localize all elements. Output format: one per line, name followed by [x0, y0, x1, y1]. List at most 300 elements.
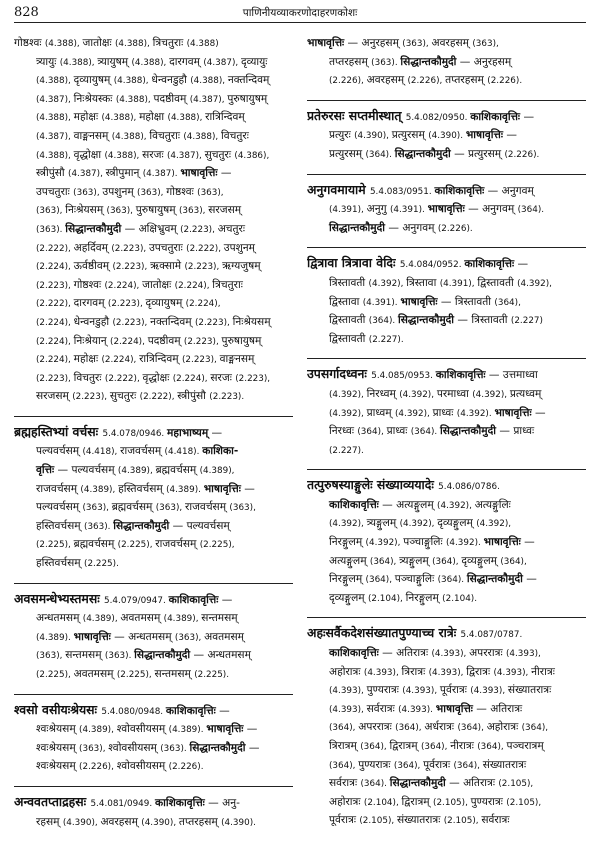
example-text: विचतुराः [149, 129, 184, 142]
reference-number: (2.105), [506, 797, 542, 808]
sutra-heading: प्रतेरुरसः सप्तमीस्थात् [307, 107, 406, 123]
entry-line [14, 35, 293, 54]
example-text: राजवर्चसम् [120, 445, 165, 458]
reference-number: (364), [395, 723, 425, 734]
entry-line [307, 590, 586, 609]
entry-line [14, 91, 293, 110]
sutra-heading: अन्ववतप्ताद्रहसः [14, 793, 91, 809]
reference-number: (2.223), [36, 280, 74, 291]
example-text: — [243, 723, 258, 736]
example-text: राजवर्चसम् [155, 538, 200, 551]
reference-number: (364), [369, 556, 400, 567]
example-text: — अत्यङ्गुलम् [378, 498, 438, 511]
reference-number: (363), [36, 651, 66, 662]
reference-number: (364), [329, 760, 359, 771]
reference-number: (2.223), [112, 317, 151, 328]
dictionary-entry [307, 100, 586, 165]
reference-number: (4.392), [472, 389, 510, 400]
reference-number: (4.392), [329, 389, 367, 400]
right-column [307, 35, 586, 841]
entry-line [307, 146, 586, 165]
example-text: उपशुनम् [223, 241, 256, 254]
example-text: — [208, 426, 223, 439]
example-text: निरङ्गुलम् [329, 536, 366, 549]
reference-number: (4.393), [329, 686, 367, 697]
dictionary-entry [14, 786, 293, 832]
reference-number: 5.4.079/0947. [104, 595, 169, 606]
source-label: भाषावृत्तिः [494, 406, 532, 419]
example-text: — अनु- [204, 796, 240, 809]
example-text: त्र्यङ्गुलम् [366, 517, 400, 530]
example-text: ब्रह्मवर्चसम् [111, 501, 156, 514]
reference-number: (4.387), [36, 94, 74, 105]
example-text: पञ्चरात्रम् [506, 740, 544, 752]
reference-number: (4.387), [36, 131, 74, 142]
reference-number: (2.223), [235, 373, 271, 384]
reference-number: 5.4.078/0946. [102, 428, 168, 439]
example-text: त्रिस्तावती [329, 276, 369, 289]
example-text: पञ्चाङ्गुलिः [403, 536, 446, 549]
example-text: रात्रिन्दिवम् [205, 111, 245, 124]
example-text: सरजसम् [208, 204, 242, 217]
example-text: संख्यातरात्रः [482, 758, 527, 771]
reference-number: (2.223), [72, 392, 110, 403]
entry-line [14, 590, 293, 611]
entry-line [307, 497, 586, 516]
reference-number: (4.390). [221, 817, 256, 828]
reference-number: (2.227). [368, 334, 404, 345]
reference-number: (2.104), [363, 797, 402, 808]
entry-line [307, 331, 586, 350]
reference-number: (2.223), [112, 262, 151, 273]
example-text: दृव्यायुषम् [73, 74, 114, 87]
example-text: पुरुषायुषम् [221, 334, 262, 347]
source-label: भाषावृत्तिः [483, 536, 521, 549]
reference-number: (4.390), [62, 817, 101, 828]
example-text: ऋक्सामे [150, 260, 185, 273]
entry-line [14, 555, 293, 574]
example-text: अनुगु [366, 203, 390, 216]
reference-number: (4.393), [505, 649, 541, 660]
reference-number: (4.418). [164, 447, 203, 458]
entry-line [307, 442, 586, 461]
reference-number: (364). [410, 427, 440, 438]
reference-number: (2.225), [199, 540, 235, 551]
reference-number: (4.392), [365, 538, 404, 549]
entry-line [307, 35, 586, 54]
dictionary-entry [14, 694, 293, 777]
reference-number: (364). [360, 779, 390, 790]
reference-number: (4.393), [428, 667, 467, 678]
reference-number: (363). [84, 521, 114, 532]
entry-line [14, 370, 293, 389]
example-text: सरजः [210, 371, 236, 384]
example-text: तप्तरहसम् [178, 815, 222, 828]
entry-line [14, 481, 293, 500]
example-text: संख्यातरात्रः [507, 684, 552, 697]
example-text: निरध्वः [329, 425, 358, 438]
entry-line [14, 221, 293, 240]
example-text: द्विस्तावती [329, 314, 369, 327]
example-text: — अतिरात्रः [472, 702, 523, 715]
source-label: सिद्धान्तकौमुदी [398, 314, 455, 327]
example-text: — पल्यवर्चसम् [169, 519, 230, 532]
reference-number: (363), [73, 187, 103, 198]
example-text: निरङ्गुलम् [329, 573, 366, 586]
reference-number: (2.224), [36, 317, 74, 328]
source-label: काशिकावृत्तिः [154, 796, 205, 809]
example-text: पुण्यरात्रः [470, 795, 507, 808]
reference-number: (2.226). [504, 149, 540, 160]
entry-line [307, 275, 586, 294]
source-label: भाषावृत्तिः [180, 167, 218, 180]
reference-number: (364). [368, 316, 399, 327]
source-label: काशिकावृत्तिः [464, 258, 515, 271]
example-text: श्वोवसीयसम् [116, 760, 169, 773]
example-text: दारगवम् [73, 297, 108, 310]
reference-number: (4.389). [166, 484, 204, 495]
reference-number: (2.224), [36, 355, 74, 366]
example-text: वाङ्मनसम् [219, 353, 255, 366]
example-text: ब्रह्मवर्चसम् [73, 538, 118, 551]
reference-number: (2.223), [107, 299, 146, 310]
example-text: — अतिरात्रः [445, 777, 499, 790]
example-text: — अन्धतमसम् [110, 630, 175, 643]
example-text: नक्तन्दिवम् [227, 74, 270, 87]
example-text: द्विरात्रः [466, 665, 494, 678]
reference-number: (2.225), [117, 540, 156, 551]
example-text: — अनुगवम् [385, 221, 438, 234]
entry-line [14, 423, 293, 444]
example-text: सर्वरात्रः [481, 814, 510, 827]
reference-number: (364). [365, 149, 395, 160]
reference-number: (2.104), [367, 593, 406, 604]
reference-number: 5.4.083/0951. [369, 186, 435, 197]
reference-number: (363). [371, 57, 401, 68]
entry-line [14, 701, 293, 722]
source-label: सिद्धान्तकौमुदी [65, 222, 122, 235]
example-text: अवरहसम् [366, 74, 408, 87]
source-label: महाभाष्यम् [167, 426, 209, 439]
example-text: — त्रिस्तावती [454, 314, 511, 327]
example-text: — उत्तमाध्वा [485, 369, 538, 382]
entry-line [307, 534, 586, 553]
dictionary-entry [307, 469, 586, 608]
reference-number: (2.226). [437, 223, 473, 234]
example-text: निरङ्गुलम् [405, 591, 443, 604]
example-text: पुण्यरात्रः [366, 684, 403, 697]
entry-line [307, 571, 586, 590]
entry-line [307, 423, 586, 442]
reference-number: (2.225), [36, 670, 74, 680]
example-text: हस्तिवर्चसम् [36, 519, 85, 532]
reference-number: (2.105), [443, 816, 482, 827]
entry-line [14, 610, 293, 629]
entry-line [14, 165, 293, 184]
example-text: पल्यवर्चसम् [36, 445, 83, 458]
reference-number: (2.104). [442, 593, 478, 604]
example-text: प्रत्युरसम् [329, 147, 366, 160]
example-text: प्रत्युरः [329, 129, 355, 142]
example-text: सर्वरात्रः [366, 702, 399, 715]
entry-line [14, 740, 293, 759]
entry-line [14, 295, 293, 314]
reference-number: (364), [457, 723, 487, 734]
example-text: राजवर्चसम् [36, 482, 81, 495]
reference-number: (4.388), [115, 39, 153, 49]
example-text: पुरुषायुषम् [227, 92, 268, 105]
reference-number: (4.393), [470, 686, 508, 697]
example-text: श्वोवसीयसम् [116, 723, 169, 736]
example-text: अवरहसम् [431, 37, 473, 49]
reference-number: (4.388), [36, 113, 74, 124]
entry-line [307, 624, 586, 645]
reference-number: (2.225), [36, 540, 74, 551]
sutra-heading: श्वसो वसीयःश्रेयसः [14, 701, 102, 717]
example-text: प्राध्वम् [366, 406, 395, 419]
reference-number: (364). [437, 575, 467, 586]
reference-number: (363), [229, 503, 256, 514]
reference-number: (4.388), [111, 131, 150, 142]
source-label: काशिकावृत्तिः [329, 647, 379, 660]
example-text: वाङ्मनसम् [73, 129, 112, 142]
example-text: — [240, 482, 255, 495]
entry-line [14, 184, 293, 203]
example-text: दृव्यङ्गुलम् [437, 517, 477, 530]
example-text: प्रत्यध्वम् [509, 387, 542, 400]
reference-number: (4.387). [142, 169, 181, 180]
entry-line [307, 220, 586, 239]
example-text: — अनुगवम् [464, 203, 518, 216]
reference-number: (2.224), [110, 336, 148, 347]
example-text: रात्रिन्दिवम् [139, 353, 182, 366]
entry-line [14, 647, 293, 666]
example-text: स्त्रीपुंसौ [36, 167, 69, 180]
entry-line [14, 147, 293, 166]
reference-number: (2.223), [194, 317, 233, 328]
example-text: गोष्ठश्वः [14, 37, 45, 49]
reference-number: (4.389), [79, 725, 117, 736]
example-text: त्रिरात्रम् [329, 740, 361, 752]
entry-line [307, 515, 586, 534]
sutra-heading: तत्पुरुषस्याङ्गुलेः संख्याव्ययादेः [307, 477, 439, 493]
reference-number: (363), [36, 206, 66, 217]
example-text: ऋग्यजुषम् [222, 260, 261, 273]
example-text: — [215, 704, 230, 717]
example-text: गोष्ठश्वः [166, 185, 198, 198]
source-label: भाषावृत्तिः [427, 203, 465, 216]
example-text: अत्यङ्गुलिः [474, 498, 511, 511]
example-text: परमाध्वा [436, 387, 473, 400]
source-label: सिद्धान्तकौमुदी [440, 425, 496, 438]
example-text: निःश्रेयसम् [65, 204, 107, 217]
reference-number: (4.389), [199, 466, 235, 477]
example-text: द्विस्तावती [477, 276, 518, 289]
source-label: काशिकावृत्तिः [165, 704, 216, 717]
example-text: हस्तिवर्चसम् [36, 557, 85, 570]
source-label: सिद्धान्तकौमुदी [400, 55, 457, 68]
entry-line [14, 443, 293, 462]
entry-line [307, 664, 586, 683]
source-label: भाषावृत्तिः [400, 295, 438, 308]
example-text: सन्तमसम् [65, 649, 105, 662]
example-text: तप्तरहसम् [445, 74, 488, 87]
example-text: पुरुषायुषम् [135, 204, 179, 217]
reference-number: (2.224), [101, 355, 140, 366]
dictionary-entry [14, 416, 293, 574]
example-text: त्र्यायुषम् [97, 55, 132, 68]
example-text: सर्वरात्रः [329, 777, 361, 790]
example-text: पदष्ठीवम् [147, 334, 184, 347]
source-label: सिद्धान्तकौमुदी [113, 519, 170, 532]
reference-number: (364), [432, 556, 462, 567]
reference-number: (2.223), [184, 262, 223, 273]
example-text: — [522, 573, 537, 586]
reference-number: (364). [517, 205, 545, 216]
reference-number: (4.392), [476, 519, 512, 530]
reference-number: (4.389), [82, 614, 121, 625]
example-text: वृद्धोक्षः [142, 371, 173, 384]
reference-number: (4.392). [445, 538, 484, 549]
two-column-body [14, 35, 586, 841]
reference-number: (4.393), [402, 686, 440, 697]
reference-number: (4.393), [329, 704, 367, 715]
entry-line [14, 536, 293, 555]
reference-number: (4.393), [431, 649, 470, 660]
entry-line [307, 794, 586, 813]
example-text: धेन्वनडुहौ [73, 315, 113, 328]
example-text: अवतमसम् [120, 612, 164, 625]
reference-number: (2.226). [487, 76, 523, 87]
example-text: अहोरात्रः [486, 721, 522, 734]
reference-number: (363), [178, 206, 209, 217]
entry-line [14, 54, 293, 73]
example-text: — अनुगवम् [484, 184, 534, 197]
entry-line [307, 107, 586, 128]
example-text: अहोरात्रः [329, 795, 364, 808]
source-label: भाषावृत्तिः [73, 630, 111, 643]
example-text: द्विस्तावा [329, 295, 363, 308]
running-header [14, 4, 586, 23]
entry-line [307, 405, 586, 424]
reference-number: (4.388) [186, 39, 219, 49]
reference-number: (4.389). [36, 632, 74, 643]
reference-number: (364), [329, 723, 359, 734]
reference-number: (364), [393, 760, 424, 771]
reference-number: (364), [360, 742, 390, 752]
example-text: रहसम् [36, 815, 63, 828]
source-label: काशिकावृत्तिः [434, 184, 485, 197]
reference-number: (4.389), [117, 466, 156, 477]
reference-number: (363), [402, 39, 432, 49]
example-text: महोक्षा [139, 111, 168, 124]
reference-number: (2.225). [194, 670, 230, 680]
entry-line [14, 240, 293, 259]
example-text: विचतुरः [73, 371, 105, 384]
example-text: — [218, 593, 233, 606]
example-text: — [520, 536, 535, 549]
example-text: पञ्चाङ्गुलिः [394, 573, 438, 586]
reference-number: (363), [137, 187, 167, 198]
source-label: सिद्धान्तकौमुदी [394, 147, 451, 160]
reference-number: 5.4.080/0948. [101, 706, 166, 717]
example-text: नीरात्रः [531, 665, 555, 678]
dictionary-entry [14, 583, 293, 685]
example-text: उपचतुराः [36, 185, 74, 198]
reference-number: (4.389). [168, 725, 207, 736]
source-label: काशिकावृत्तिः [329, 498, 379, 511]
reference-number: (4.392), [399, 389, 437, 400]
example-text: निःश्रेयस्कः [73, 92, 116, 105]
example-text: दारगवम् [169, 55, 204, 68]
entry-line [307, 738, 586, 757]
example-text: सुचतुरः [109, 390, 140, 403]
reference-number: (2.224), [36, 336, 74, 347]
entry-line [307, 775, 586, 794]
reference-number: (4.388), [101, 113, 140, 124]
dictionary-entry [307, 358, 586, 460]
reference-number: (4.392), [399, 519, 438, 530]
entry-line [307, 181, 586, 202]
reference-number: (2.226), [407, 76, 446, 87]
reference-number: (2.223), [180, 224, 218, 235]
reference-number: (4.392), [368, 278, 407, 289]
entry-line [14, 758, 293, 777]
example-text: नीरात्रः [450, 740, 478, 752]
entry-line [14, 814, 293, 833]
reference-number: (2.225). [84, 559, 119, 570]
example-text: पल्यवर्चसम् [36, 501, 83, 514]
example-text: — त्रिस्तावती [437, 295, 495, 308]
reference-number: (4.391). [362, 297, 401, 308]
reference-number: (4.387), [203, 57, 241, 68]
reference-number: (4.388), [59, 57, 98, 68]
reference-number: (364), [357, 427, 387, 438]
reference-number: (2.105), [433, 797, 471, 808]
entry-line [14, 333, 293, 352]
example-text: त्रिस्तावा [406, 276, 440, 289]
reference-number: (4.388), [113, 76, 152, 87]
entry-line [307, 645, 586, 664]
source-label: सिद्धान्तकौमुदी [189, 741, 246, 754]
example-text: उपचतुराः [148, 241, 187, 254]
reference-number: (4.388), [44, 39, 83, 49]
sutra-heading: अवसमन्धेभ्यस्तमसः [14, 590, 105, 606]
example-text: उपशुनम् [102, 185, 138, 198]
example-text: — [217, 167, 232, 180]
example-text: पूर्वरात्रः [439, 684, 471, 697]
dictionary-entry [14, 35, 293, 407]
example-text: — [514, 258, 529, 271]
reference-number: 5.4.081/0949. [90, 798, 155, 809]
example-text: — अन्धतमसम् [190, 649, 251, 662]
reference-number: (4.393), [493, 667, 532, 678]
reference-number: (364), [453, 760, 483, 771]
reference-number: (2.224), [174, 280, 213, 291]
reference-number: (2.222), [36, 299, 74, 310]
reference-number: (2.105), [359, 816, 397, 827]
example-text: — अनुरहसम् [344, 37, 403, 49]
reference-number: (364), [420, 742, 451, 752]
entry-line [307, 757, 586, 776]
example-text: — प्रत्युरसम् [450, 147, 505, 160]
reference-number: (2.223), [183, 336, 222, 347]
reference-number: (2.223), [182, 355, 220, 366]
reference-number: (4.392), [437, 500, 475, 511]
dictionary-entry [307, 247, 586, 349]
dictionary-entry [307, 617, 586, 831]
source-label: भाषावृत्तिः [435, 702, 473, 715]
